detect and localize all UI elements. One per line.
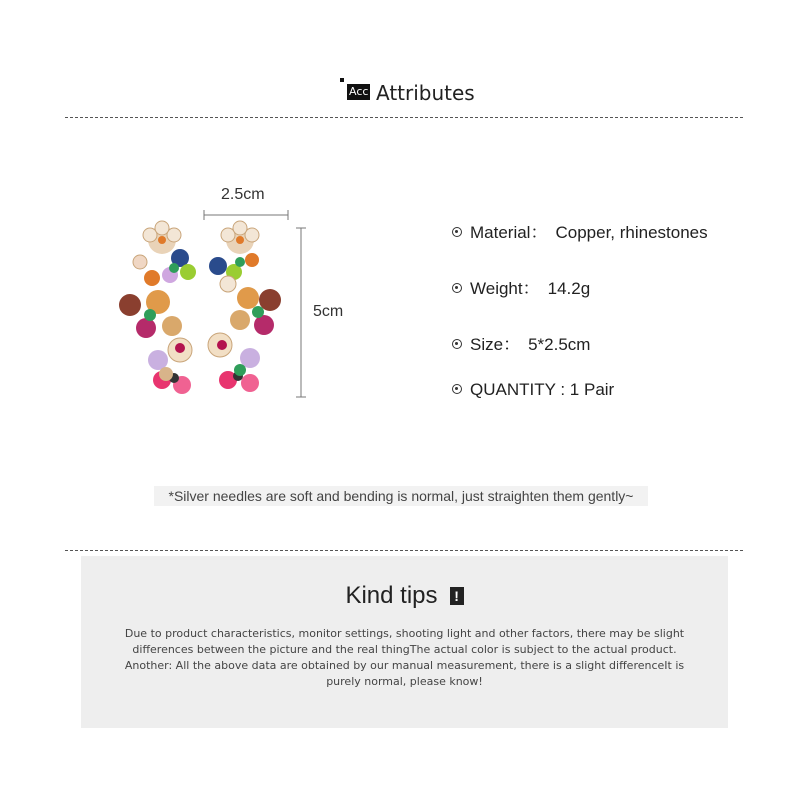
height-dimension-label: 5cm — [313, 303, 344, 320]
section-header — [0, 78, 800, 108]
kind-tips-heading — [81, 582, 728, 610]
attribute-label: Material： — [470, 223, 548, 242]
bullet-icon — [452, 227, 462, 237]
top-divider — [65, 117, 743, 118]
attribute-value: 5*2.5cm — [528, 335, 591, 354]
attribute-material — [452, 218, 708, 243]
bottom-divider — [65, 550, 743, 551]
left-earring — [119, 221, 196, 394]
silver-needle-note: *Silver needles are soft and bending is normal, just straighten them gently~ — [154, 486, 648, 506]
right-earring — [208, 221, 281, 392]
header-dot — [340, 78, 344, 82]
earring-product-image — [100, 180, 400, 420]
attribute-value: 14.2g — [547, 279, 591, 298]
attribute-quantity — [452, 380, 614, 400]
kind-tips-body: Due to product characteristics, monitor settings, shooting light and other factors, there may be slight differences between the picture and the real thingThe actual color is subject to the actual product. Another: All the above data are obtained by our manual measurement, there is a slight differenceIt is purely normal, please know! — [124, 627, 685, 688]
bullet-icon — [452, 283, 462, 293]
bullet-icon — [452, 384, 462, 394]
attribute-label: Size： — [470, 335, 521, 354]
attribute-size — [452, 330, 590, 355]
kind-tips-title: Kind tips — [345, 582, 438, 609]
section-title: Attributes — [376, 81, 475, 105]
height-dimension-line — [296, 228, 306, 397]
attribute-weight — [452, 274, 590, 299]
bullet-icon — [452, 339, 462, 349]
attribute-value: Copper, rhinestones — [555, 223, 708, 242]
kind-tips-panel — [81, 556, 728, 728]
width-dimension-line — [204, 210, 288, 220]
attribute-label: Weight： — [470, 279, 540, 298]
header-badge: Acc — [349, 85, 369, 98]
attribute-label: QUANTITY : 1 Pair — [470, 380, 615, 399]
warning-icon: ! — [450, 587, 464, 605]
width-dimension-label: 2.5cm — [221, 186, 265, 203]
